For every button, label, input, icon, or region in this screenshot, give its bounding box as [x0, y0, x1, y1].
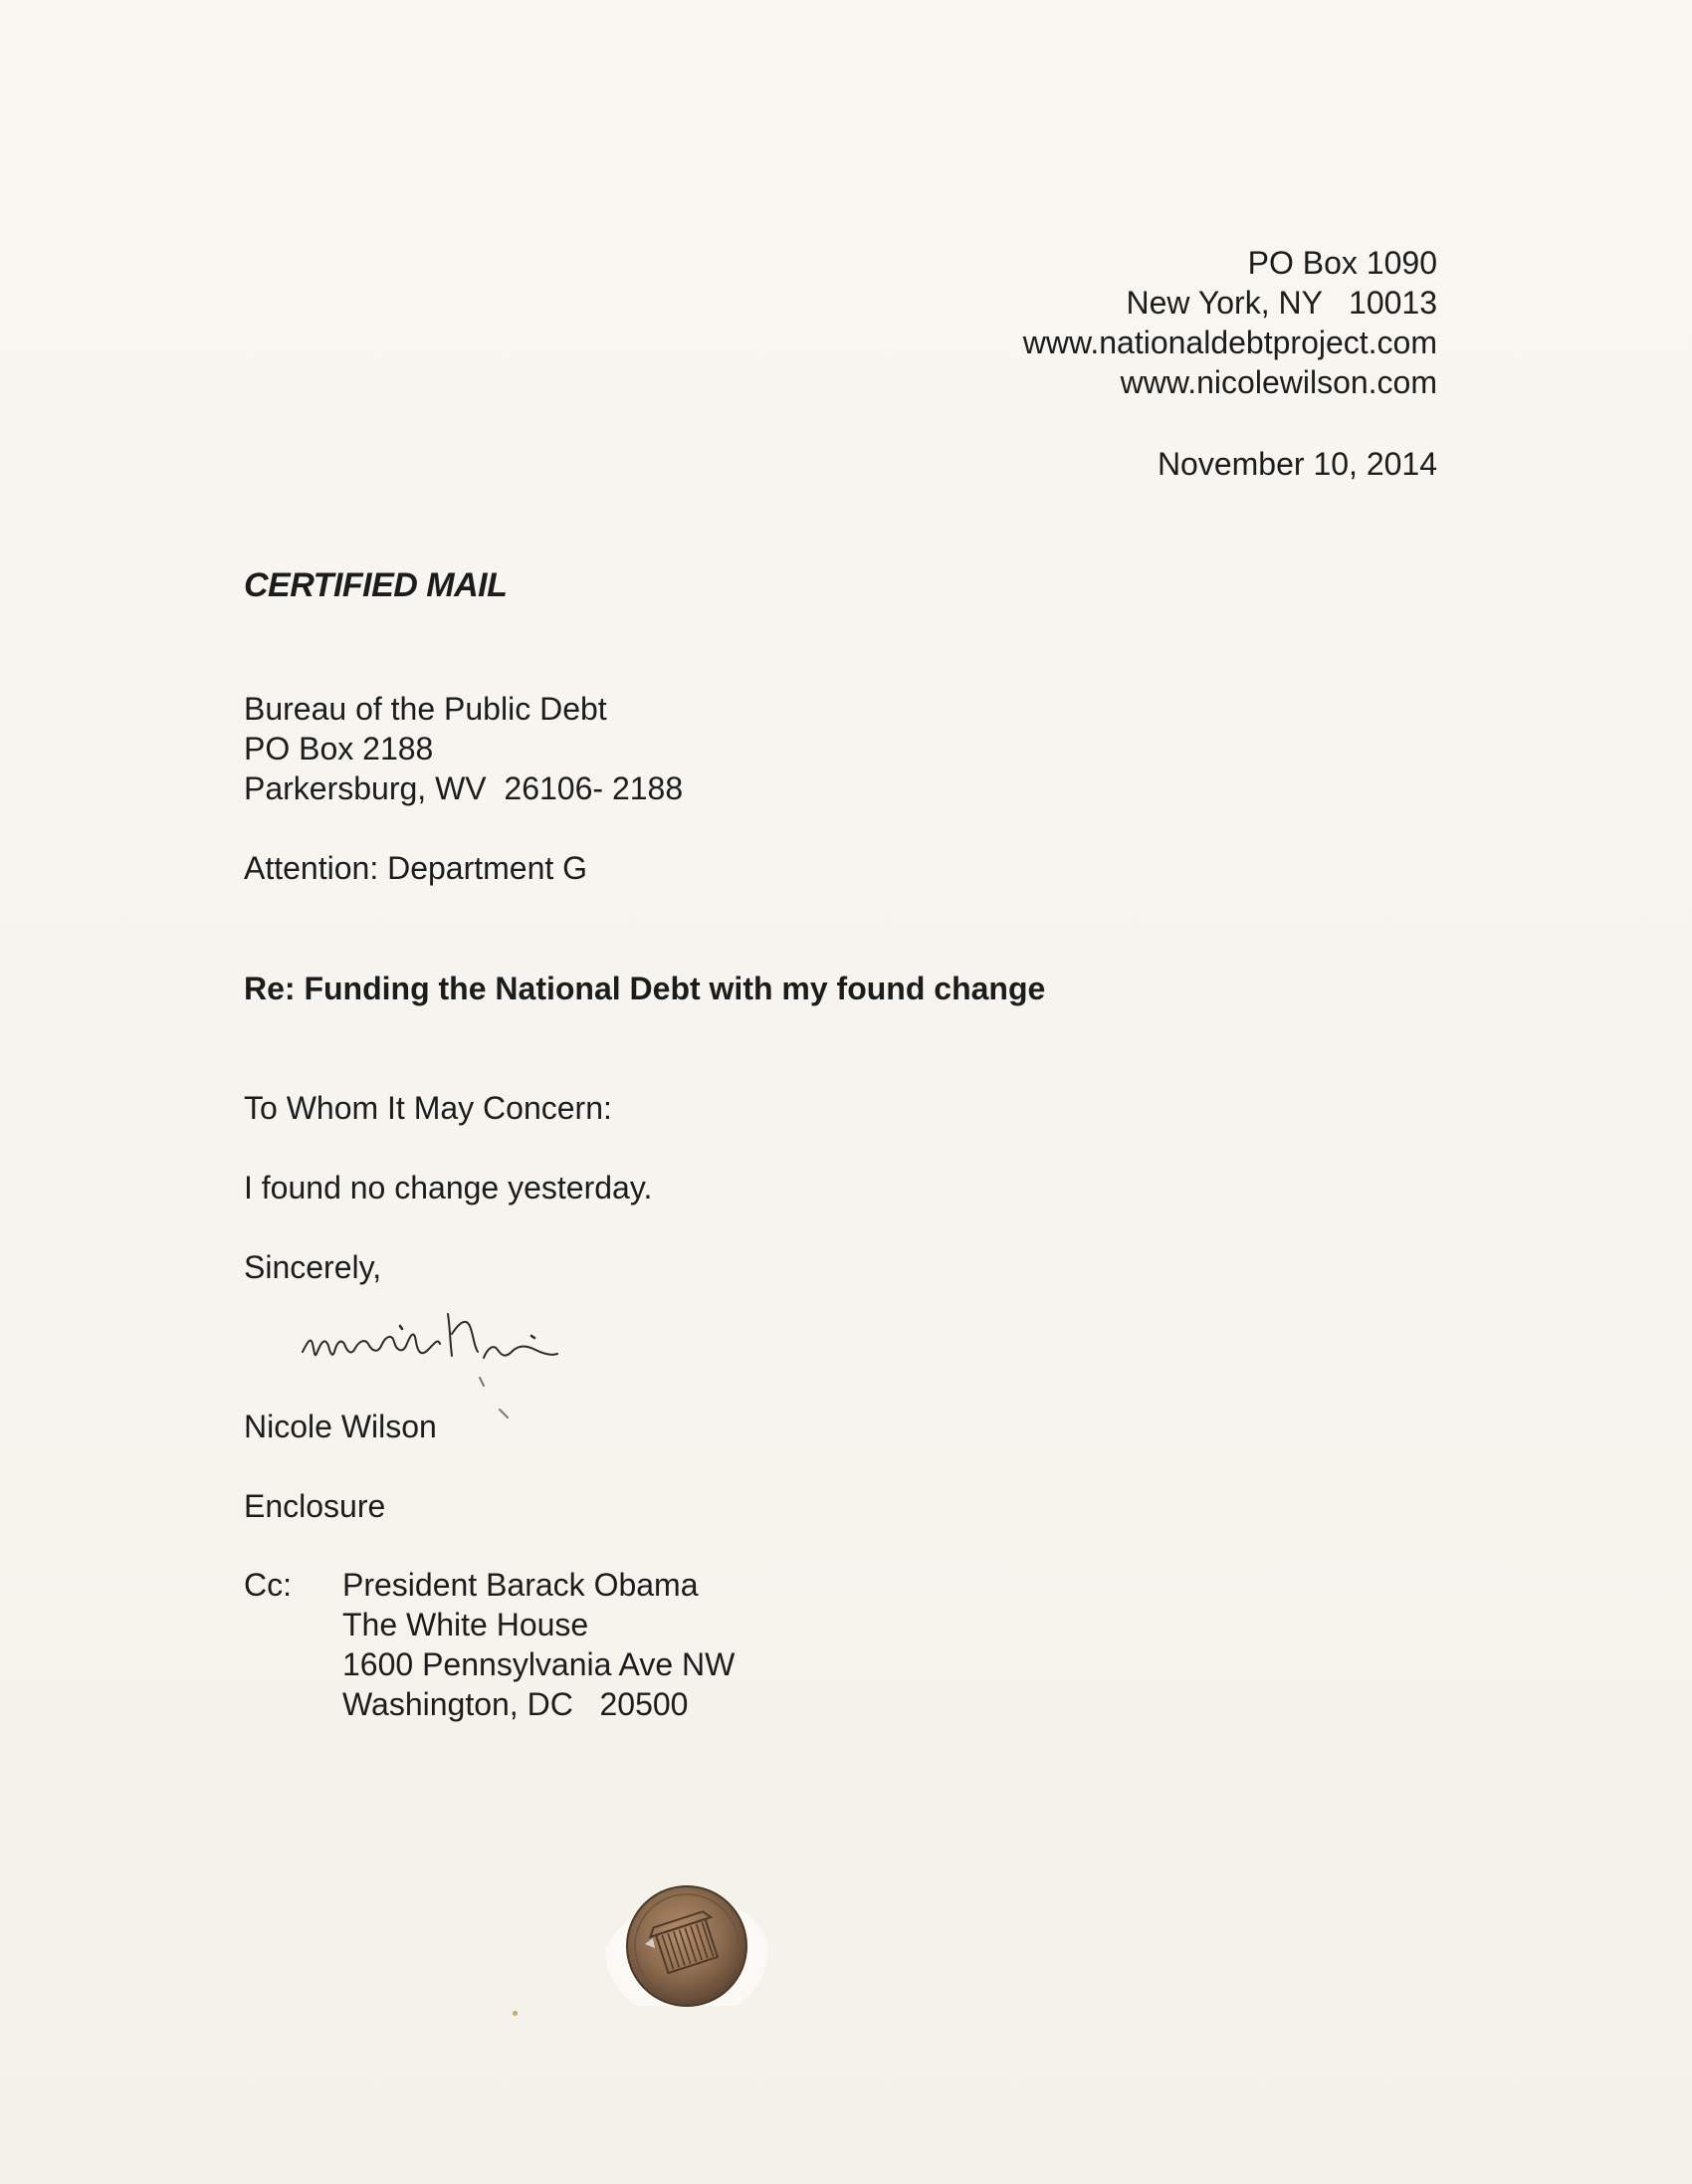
cc-line: Washington, DC 20500	[342, 1686, 689, 1722]
paper-speck	[513, 2011, 518, 2016]
cc-address	[342, 1565, 735, 1724]
sender-website-1: www.nationaldebtproject.com	[1022, 325, 1437, 360]
cc-line: 1600 Pennsylvania Ave NW	[342, 1646, 736, 1682]
pen-mark	[478, 1374, 537, 1433]
attention-line: Attention: Department G	[244, 850, 588, 886]
recipient-name: Bureau of the Public Debt	[244, 691, 607, 727]
handwritten-signature	[289, 1274, 687, 1384]
sender-address	[1023, 243, 1437, 402]
cc-line: The White House	[342, 1607, 589, 1642]
recipient-address	[244, 689, 683, 808]
closing: Sincerely,	[244, 1249, 382, 1285]
subject-line: Re: Funding the National Debt with my found change	[244, 971, 1046, 1006]
sender-city-line: New York, NY 10013	[1126, 285, 1437, 321]
enclosure-note: Enclosure	[244, 1488, 386, 1524]
cc-line: President Barack Obama	[342, 1567, 699, 1603]
recipient-city-line: Parkersburg, WV 26106- 2188	[244, 770, 684, 806]
sender-po-box: PO Box 1090	[1247, 245, 1437, 281]
certified-mail-label: CERTIFIED MAIL	[244, 566, 508, 604]
cc-label: Cc:	[244, 1567, 292, 1603]
recipient-po-box: PO Box 2188	[244, 731, 434, 766]
signer-name: Nicole Wilson	[244, 1409, 437, 1444]
penny-coin-icon	[597, 1856, 776, 2016]
sender-website-2: www.nicolewilson.com	[1120, 364, 1437, 400]
letter-body: I found no change yesterday.	[244, 1170, 653, 1205]
letter-date: November 10, 2014	[1157, 446, 1437, 482]
salutation: To Whom It May Concern:	[244, 1090, 612, 1126]
